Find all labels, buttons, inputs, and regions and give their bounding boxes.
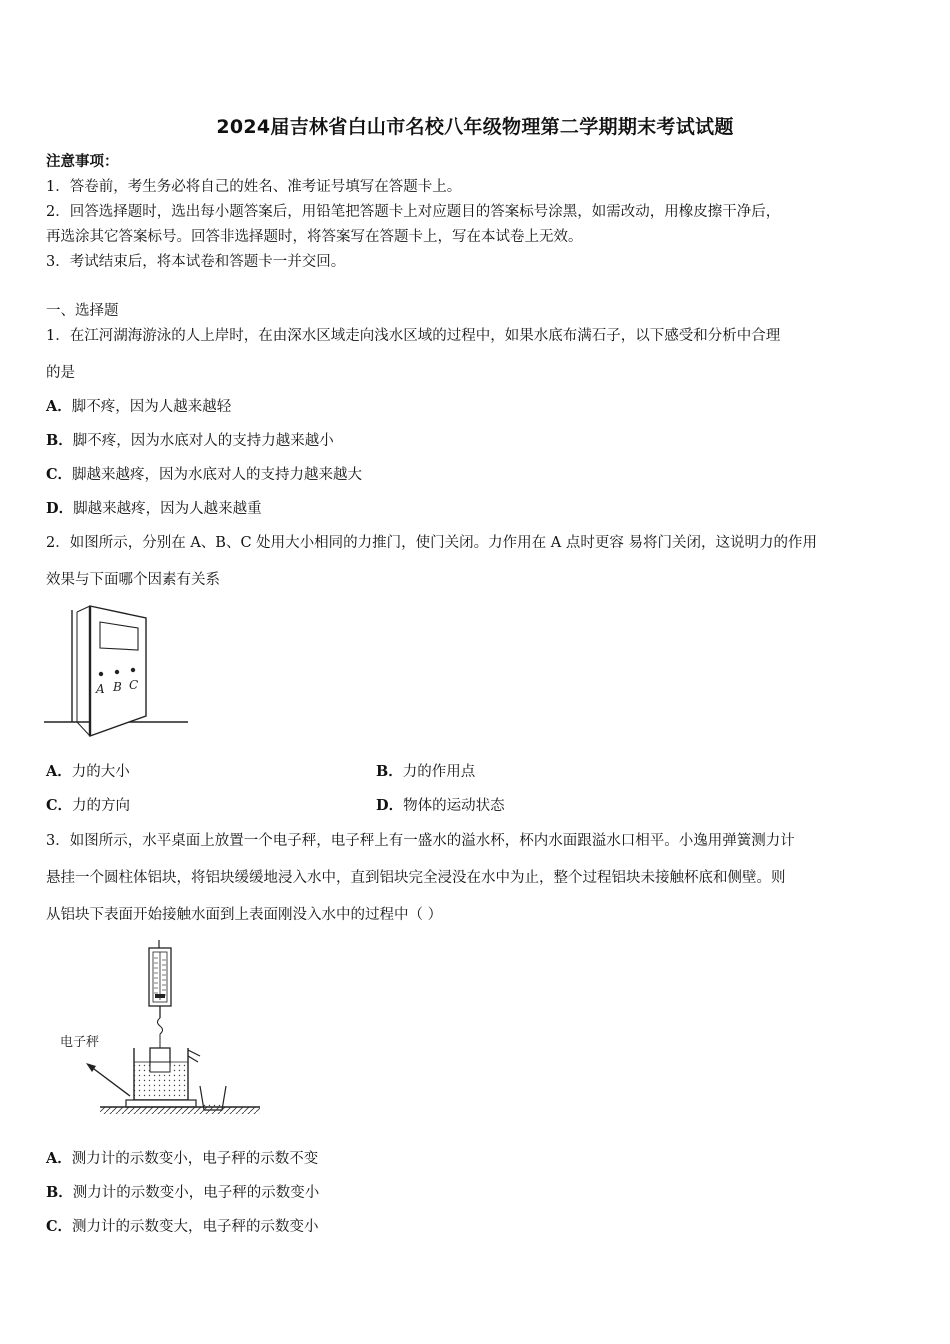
question-1-line-2: 的是 (46, 365, 75, 381)
page-title: 2024届吉林省白山市名校八年级物理第二学期期末考试试题 (216, 116, 734, 138)
option-key: A． (46, 398, 72, 415)
question-3-line-1: 3．如图所示，水平桌面上放置一个电子秤，电子秤上有一盛水的溢水杯，杯内水面跟溢水口相平。小逸用弹簧测力计 (46, 833, 795, 849)
question-3-option-b (46, 1183, 319, 1203)
question-2-option-d (376, 796, 505, 816)
option-text: 脚不疼，因为人越来越轻 (71, 399, 232, 415)
option-text: 测力计的示数变小，电子秤的示数不变 (71, 1151, 319, 1167)
option-key: B． (46, 432, 73, 449)
question-2-option-c (46, 796, 130, 816)
question-1-option-c (46, 465, 362, 485)
question-2-option-b (376, 762, 475, 782)
notice-item-2-line-1: 2．回答选择题时，选出每小题答案后，用铅笔把答题卡上对应题目的答案标号涂黑，如需改动，用橡皮擦干净后， (46, 204, 781, 220)
section-heading: 一、选择题 (46, 303, 119, 319)
door-figure (44, 604, 190, 742)
option-text: 力的作用点 (402, 764, 476, 780)
option-key: B． (376, 763, 403, 780)
option-key: A． (46, 1150, 72, 1167)
option-key: D． (46, 500, 74, 517)
question-2-line-1: 2．如图所示，分别在 A、B、C 处用大小相同的力推门，使门关闭。力作用在 A 点时更容 易将门关闭，这说明力的作用 (46, 535, 817, 551)
notice-heading: 注意事项： (46, 153, 119, 170)
question-2-option-a (46, 762, 130, 782)
question-2-line-2: 效果与下面哪个因素有关系 (46, 572, 220, 588)
notice-item-2-line-2: 再选涂其它答案标号。回答非选择题时，将答案写在答题卡上，写在本试卷上无效。 (46, 229, 583, 245)
question-1-option-a (46, 397, 231, 417)
option-text: 物体的运动状态 (403, 798, 505, 814)
option-key: A． (46, 763, 72, 780)
option-text: 脚越来越疼，因为人越来越重 (73, 501, 262, 517)
option-key: C． (46, 466, 73, 483)
question-3-option-c (46, 1217, 319, 1237)
scale-label: 电子秤 (60, 1035, 100, 1050)
question-1-option-d (46, 499, 262, 519)
notice-item-3: 3．考试结束后，将本试卷和答题卡一并交回。 (46, 254, 346, 270)
point-b-label: B (113, 680, 122, 694)
notice-item-1: 1．答卷前，考生务必将自己的姓名、准考证号填写在答题卡上。 (46, 179, 462, 195)
option-text: 测力计的示数变大，电子秤的示数变小 (72, 1219, 319, 1235)
point-c-label: C (129, 678, 139, 692)
option-text: 脚不疼，因为水底对人的支持力越来越小 (72, 433, 334, 449)
question-1-option-b (46, 431, 334, 451)
question-3-option-a (46, 1149, 318, 1169)
option-text: 测力计的示数变小，电子秤的示数变小 (72, 1185, 320, 1201)
option-key: B． (46, 1184, 73, 1201)
option-key: C． (46, 1218, 73, 1235)
option-key: C． (46, 797, 73, 814)
option-text: 力的方向 (72, 798, 131, 814)
question-3-line-2: 悬挂一个圆柱体铝块，将铝块缓缓地浸入水中，直到铝块完全浸没在水中为止，整个过程铝块未接触杯底和侧壁。则 (46, 870, 786, 886)
scale-figure (52, 938, 264, 1122)
question-3-line-3: 从铝块下表面开始接触水面到上表面刚没入水中的过程中（ ） (46, 907, 443, 923)
option-key: D． (376, 797, 404, 814)
option-text: 力的大小 (71, 764, 130, 780)
option-text: 脚越来越疼，因为水底对人的支持力越来越大 (72, 467, 363, 483)
point-a-label: A (96, 682, 105, 696)
question-1-line-1: 1．在江河湖海游泳的人上岸时，在由深水区域走向浅水区域的过程中，如果水底布满石子，以下感受和分析中合理 (46, 328, 781, 344)
